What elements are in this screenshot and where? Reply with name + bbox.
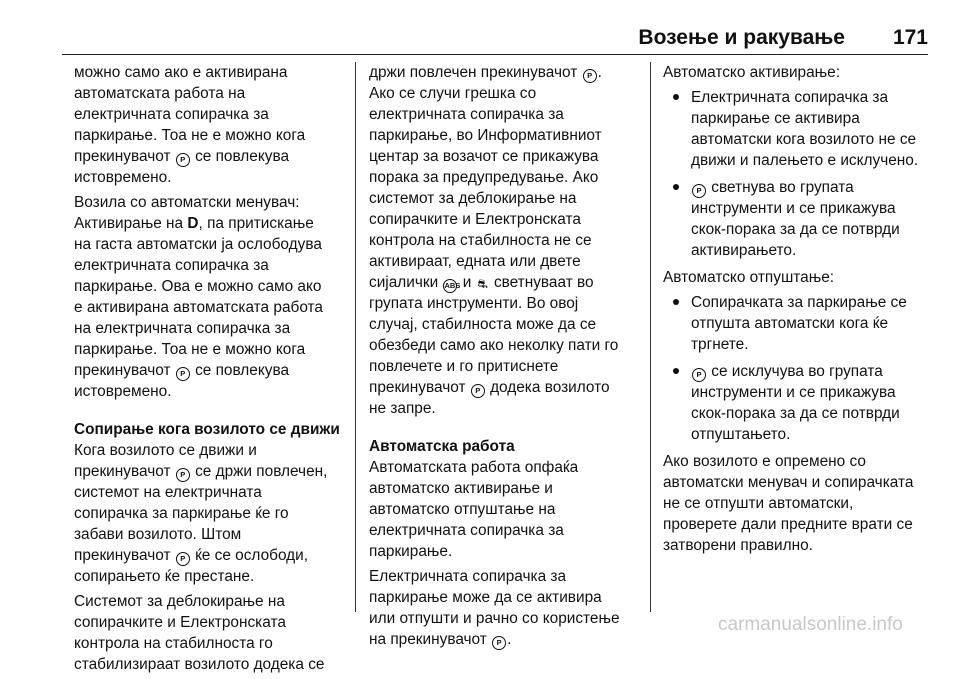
paragraph: Автоматско отпуштање: <box>663 269 835 286</box>
page-header <box>0 0 960 56</box>
parking-brake-icon: P <box>471 384 485 398</box>
paragraph: Автоматската работа опфаќа автоматско активирање и автоматско отпуштање на електричната сопирачка за паркирање. <box>369 459 579 560</box>
column-2 <box>369 62 637 654</box>
column-divider <box>355 62 356 612</box>
paragraph: Автоматско активирање: <box>663 64 840 81</box>
column-1 <box>74 62 346 679</box>
paragraph: Системот за деблокирање на сопирачките и Електронската контрола на стабилноста го стабилизираат возилото додека се <box>74 593 325 673</box>
parking-brake-icon: P <box>176 468 190 482</box>
parking-brake-icon: P <box>583 69 597 83</box>
esc-off-icon: ⛐ <box>477 277 488 291</box>
paragraph: Возила со автоматски менувач: Активирање на D, па притискање на гаста автоматски ја ослободува електричната сопирачка за паркирање. Ова е можно само ако е активирана автоматската работа на електричната сопирачка за паркирање. Тоа не е можно кога прекинувачот P се повлекува истовремено. <box>74 194 323 400</box>
bullet-icon <box>673 368 679 374</box>
watermark: carmanualsonline.info <box>718 614 903 635</box>
list-item: P светнува во групата инструменти и се прикажува скок-порака за да се потврди активирањето. <box>663 177 931 261</box>
bullet-icon <box>673 299 679 305</box>
list-item: P се исклучува во групата инструменти и се прикажува скок-порака за да се потврди отпуштањето. <box>663 361 931 445</box>
list-item: Сопирачката за паркирање се отпушта автоматски кога ќе тргнете. <box>663 292 931 355</box>
parking-brake-icon: P <box>492 636 506 650</box>
header-rule <box>62 54 928 55</box>
parking-brake-icon: P <box>176 367 190 381</box>
paragraph: Кога возилото се движи и прекинувачот P се држи повлечен, системот на електричната сопирачка за паркирање ќе го забави возилото. Штом прекинувачот P ќе се ослободи, сопирањето ќе престане. <box>74 442 328 585</box>
page-number: 171 <box>892 26 928 49</box>
parking-brake-icon: P <box>692 184 706 198</box>
column-divider <box>650 62 651 612</box>
parking-brake-icon: P <box>176 153 190 167</box>
section-title: Возење и ракување <box>638 26 845 49</box>
parking-brake-icon: P <box>176 552 190 566</box>
paragraph: држи повлечен прекинувачот P . Ако се случи грешка со електричната сопирачка за паркирање, во Информативниот центар за возачот се прикажува порака за предупредување. Ако системот за деблокирање на сопирачките и Електронската контрола на стабилноста не се активираат, едната или двете сијалички ABS и ⛐ светнуваат во групата инструменти. Во овој случај, стабилноста може да се обезбеди само ако неколку пати го повлечете и го притиснете прекинувачот P додека возилото не запре. <box>369 64 619 417</box>
paragraph: можно само ако е активирана автоматската работа на електричната сопирачка за паркирање. Тоа не е можно кога прекинувачот P се повлекува истовремено. <box>74 64 306 186</box>
list-item: Електричната сопирачка за паркирање се активира автоматски кога возилото не се движи и палењето е исклучено. <box>663 87 931 171</box>
paragraph: Електричната сопирачка за паркирање може да се активира или отпушти и рачно со користење на прекинувачот P . <box>369 568 620 648</box>
bullet-icon <box>673 184 679 190</box>
section-heading: Сопирање кога возилото се движи <box>74 421 340 438</box>
parking-brake-icon: P <box>692 368 706 382</box>
column-3 <box>663 62 931 560</box>
abs-warning-icon: ABS <box>443 279 457 293</box>
bullet-icon <box>673 94 679 100</box>
section-heading: Автоматска работа <box>369 438 515 455</box>
paragraph: Ако возилото е опремено со автоматски менувач и сопирачката не се отпушти автоматски, проверете дали предните врати се затворени правилно. <box>663 453 914 554</box>
